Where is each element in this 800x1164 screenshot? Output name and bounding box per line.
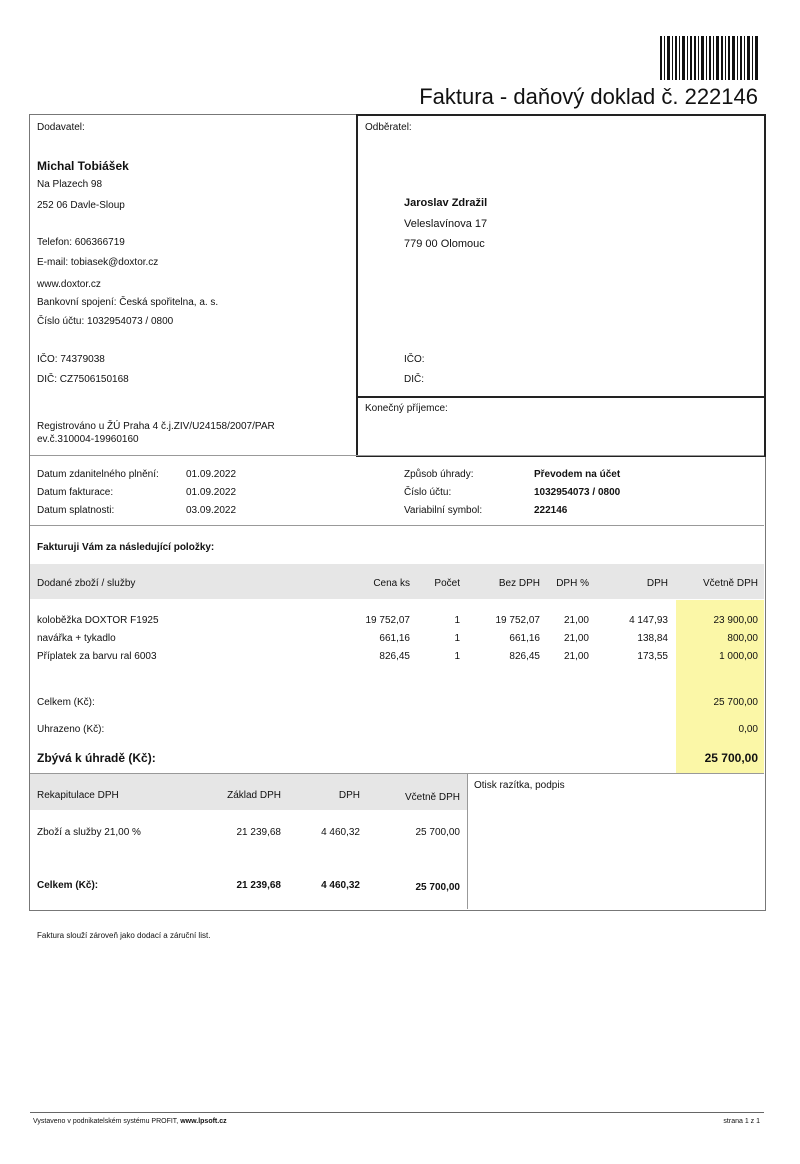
recap-row-base: 21 239,68 [236, 827, 281, 838]
recap-row-label: Zboží a služby 21,00 % [37, 827, 141, 838]
item-net: 19 752,07 [495, 615, 540, 626]
item-name: navářka + tykadlo [37, 633, 116, 644]
items-header-price: Cena ks [373, 578, 410, 589]
supplier-account: Číslo účtu: 1032954073 / 0800 [37, 316, 174, 327]
invoice-title: Faktura - daňový doklad č. 222146 [419, 84, 758, 109]
recap-header-label: Rekapitulace DPH [37, 790, 119, 801]
item-vat: 138,84 [637, 633, 668, 644]
supplier-ico: IČO: 74379038 [37, 354, 105, 365]
item-rate: 21,00 [563, 615, 589, 626]
taxable-date-label: Datum zdanitelného plnění: [37, 469, 159, 480]
recap-header-gross: Včetně DPH [404, 792, 460, 803]
item-vat: 173,55 [637, 651, 668, 662]
recap-header-vat: DPH [338, 790, 360, 801]
divider [30, 455, 764, 456]
recap-total-gross: 25 700,00 [415, 882, 460, 893]
supplier-email: E-mail: tobiasek@doxtor.cz [37, 257, 159, 268]
item-vat: 4 147,93 [629, 615, 668, 626]
item-gross: 23 900,00 [713, 615, 758, 626]
footer-divider [30, 1112, 764, 1113]
recap-total-vat: 4 460,32 [321, 880, 360, 891]
footer-link[interactable]: www.lpsoft.cz [180, 1118, 227, 1125]
invoice-note: Faktura slouží zároveň jako dodací a záruční list. [37, 931, 211, 940]
final-recipient-label: Konečný příjemce: [365, 403, 448, 414]
supplier-bank: Bankovní spojení: Česká spořitelna, a. s. [37, 297, 219, 308]
supplier-label: Dodavatel: [37, 122, 85, 133]
item-qty: 1 [454, 615, 460, 626]
variable-symbol-label: Variabilní symbol: [404, 505, 483, 516]
item-price: 826,45 [379, 651, 410, 662]
customer-label: Odběratel: [365, 122, 412, 133]
page-number: strana 1 z 1 [723, 1118, 760, 1125]
paid-label: Uhrazeno (Kč): [37, 724, 105, 735]
taxable-date: 01.09.2022 [186, 469, 237, 480]
recap-header-base: Základ DPH [227, 790, 281, 801]
item-qty: 1 [454, 633, 460, 644]
customer-ico: IČO: [404, 354, 425, 365]
recap-row-gross: 25 700,00 [415, 827, 460, 838]
invoice-date-label: Datum fakturace: [37, 487, 114, 498]
items-header-name: Dodané zboží / služby [37, 578, 136, 589]
item-price: 19 752,07 [365, 615, 410, 626]
table-row [0, 615, 800, 629]
customer-dic: DIČ: [404, 374, 424, 385]
supplier-city: 252 06 Davle-Sloup [37, 200, 125, 211]
divider [30, 525, 764, 526]
table-row [0, 633, 800, 647]
recap-total-label: Celkem (Kč): [37, 880, 99, 891]
table-row [0, 651, 800, 665]
supplier-street: Na Plazech 98 [37, 179, 103, 190]
supplier-web: www.doxtor.cz [37, 279, 101, 290]
payment-method: Převodem na účet [534, 469, 621, 480]
item-rate: 21,00 [563, 651, 589, 662]
payment-account-label: Číslo účtu: [404, 487, 452, 498]
variable-symbol: 222146 [534, 505, 568, 516]
supplier-phone: Telefon: 606366719 [37, 237, 125, 248]
customer-city: 779 00 Olomouc [404, 238, 485, 250]
invoice-date: 01.09.2022 [186, 487, 237, 498]
items-header-gross: Včetně DPH [702, 578, 758, 589]
payment-method-label: Způsob úhrady: [404, 469, 474, 480]
due-date-label: Datum splatnosti: [37, 505, 115, 516]
item-rate: 21,00 [563, 633, 589, 644]
item-name: Příplatek za barvu ral 6003 [37, 651, 157, 662]
supplier-registration-number: ev.č.310004-19960160 [37, 434, 139, 445]
recap-divider-vertical [467, 774, 468, 909]
item-qty: 1 [454, 651, 460, 662]
items-header-qty: Počet [434, 578, 460, 589]
supplier-dic: DIČ: CZ7506150168 [37, 374, 129, 385]
remaining-label: Zbývá k úhradě (Kč): [37, 751, 156, 765]
recap-row-vat: 4 460,32 [321, 827, 360, 838]
supplier-name: Michal Tobiášek [37, 159, 129, 173]
items-intro: Fakturuji Vám za následující položky: [37, 542, 215, 553]
item-gross: 1 000,00 [719, 651, 758, 662]
customer-name: Jaroslav Zdražil [404, 197, 488, 209]
payment-account: 1032954073 / 0800 [534, 487, 621, 498]
item-net: 826,45 [509, 651, 540, 662]
item-price: 661,16 [379, 633, 410, 644]
due-date: 03.09.2022 [186, 505, 237, 516]
footer-prefix: Vystaveno v podnikatelském systému PROFIT, [33, 1118, 181, 1125]
remaining-value: 25 700,00 [704, 751, 758, 765]
barcode-image [660, 36, 758, 80]
stamp-label: Otisk razítka, podpis [474, 780, 565, 791]
customer-street: Veleslavínova 17 [404, 218, 488, 230]
paid-value: 0,00 [738, 724, 758, 735]
item-net: 661,16 [509, 633, 540, 644]
item-gross: 800,00 [727, 633, 758, 644]
total-value: 25 700,00 [713, 697, 758, 708]
item-name: koloběžka DOXTOR F1925 [37, 615, 159, 626]
items-header-net: Bez DPH [498, 578, 540, 589]
total-label: Celkem (Kč): [37, 697, 95, 708]
recap-total-base: 21 239,68 [236, 880, 281, 891]
items-header-vat: DPH [646, 578, 668, 589]
supplier-registration: Registrováno u ŽÚ Praha 4 č.j.ZIV/U24158/2007/PAR [37, 421, 275, 432]
items-header-rate: DPH % [556, 578, 589, 589]
footer-left [33, 1118, 227, 1125]
